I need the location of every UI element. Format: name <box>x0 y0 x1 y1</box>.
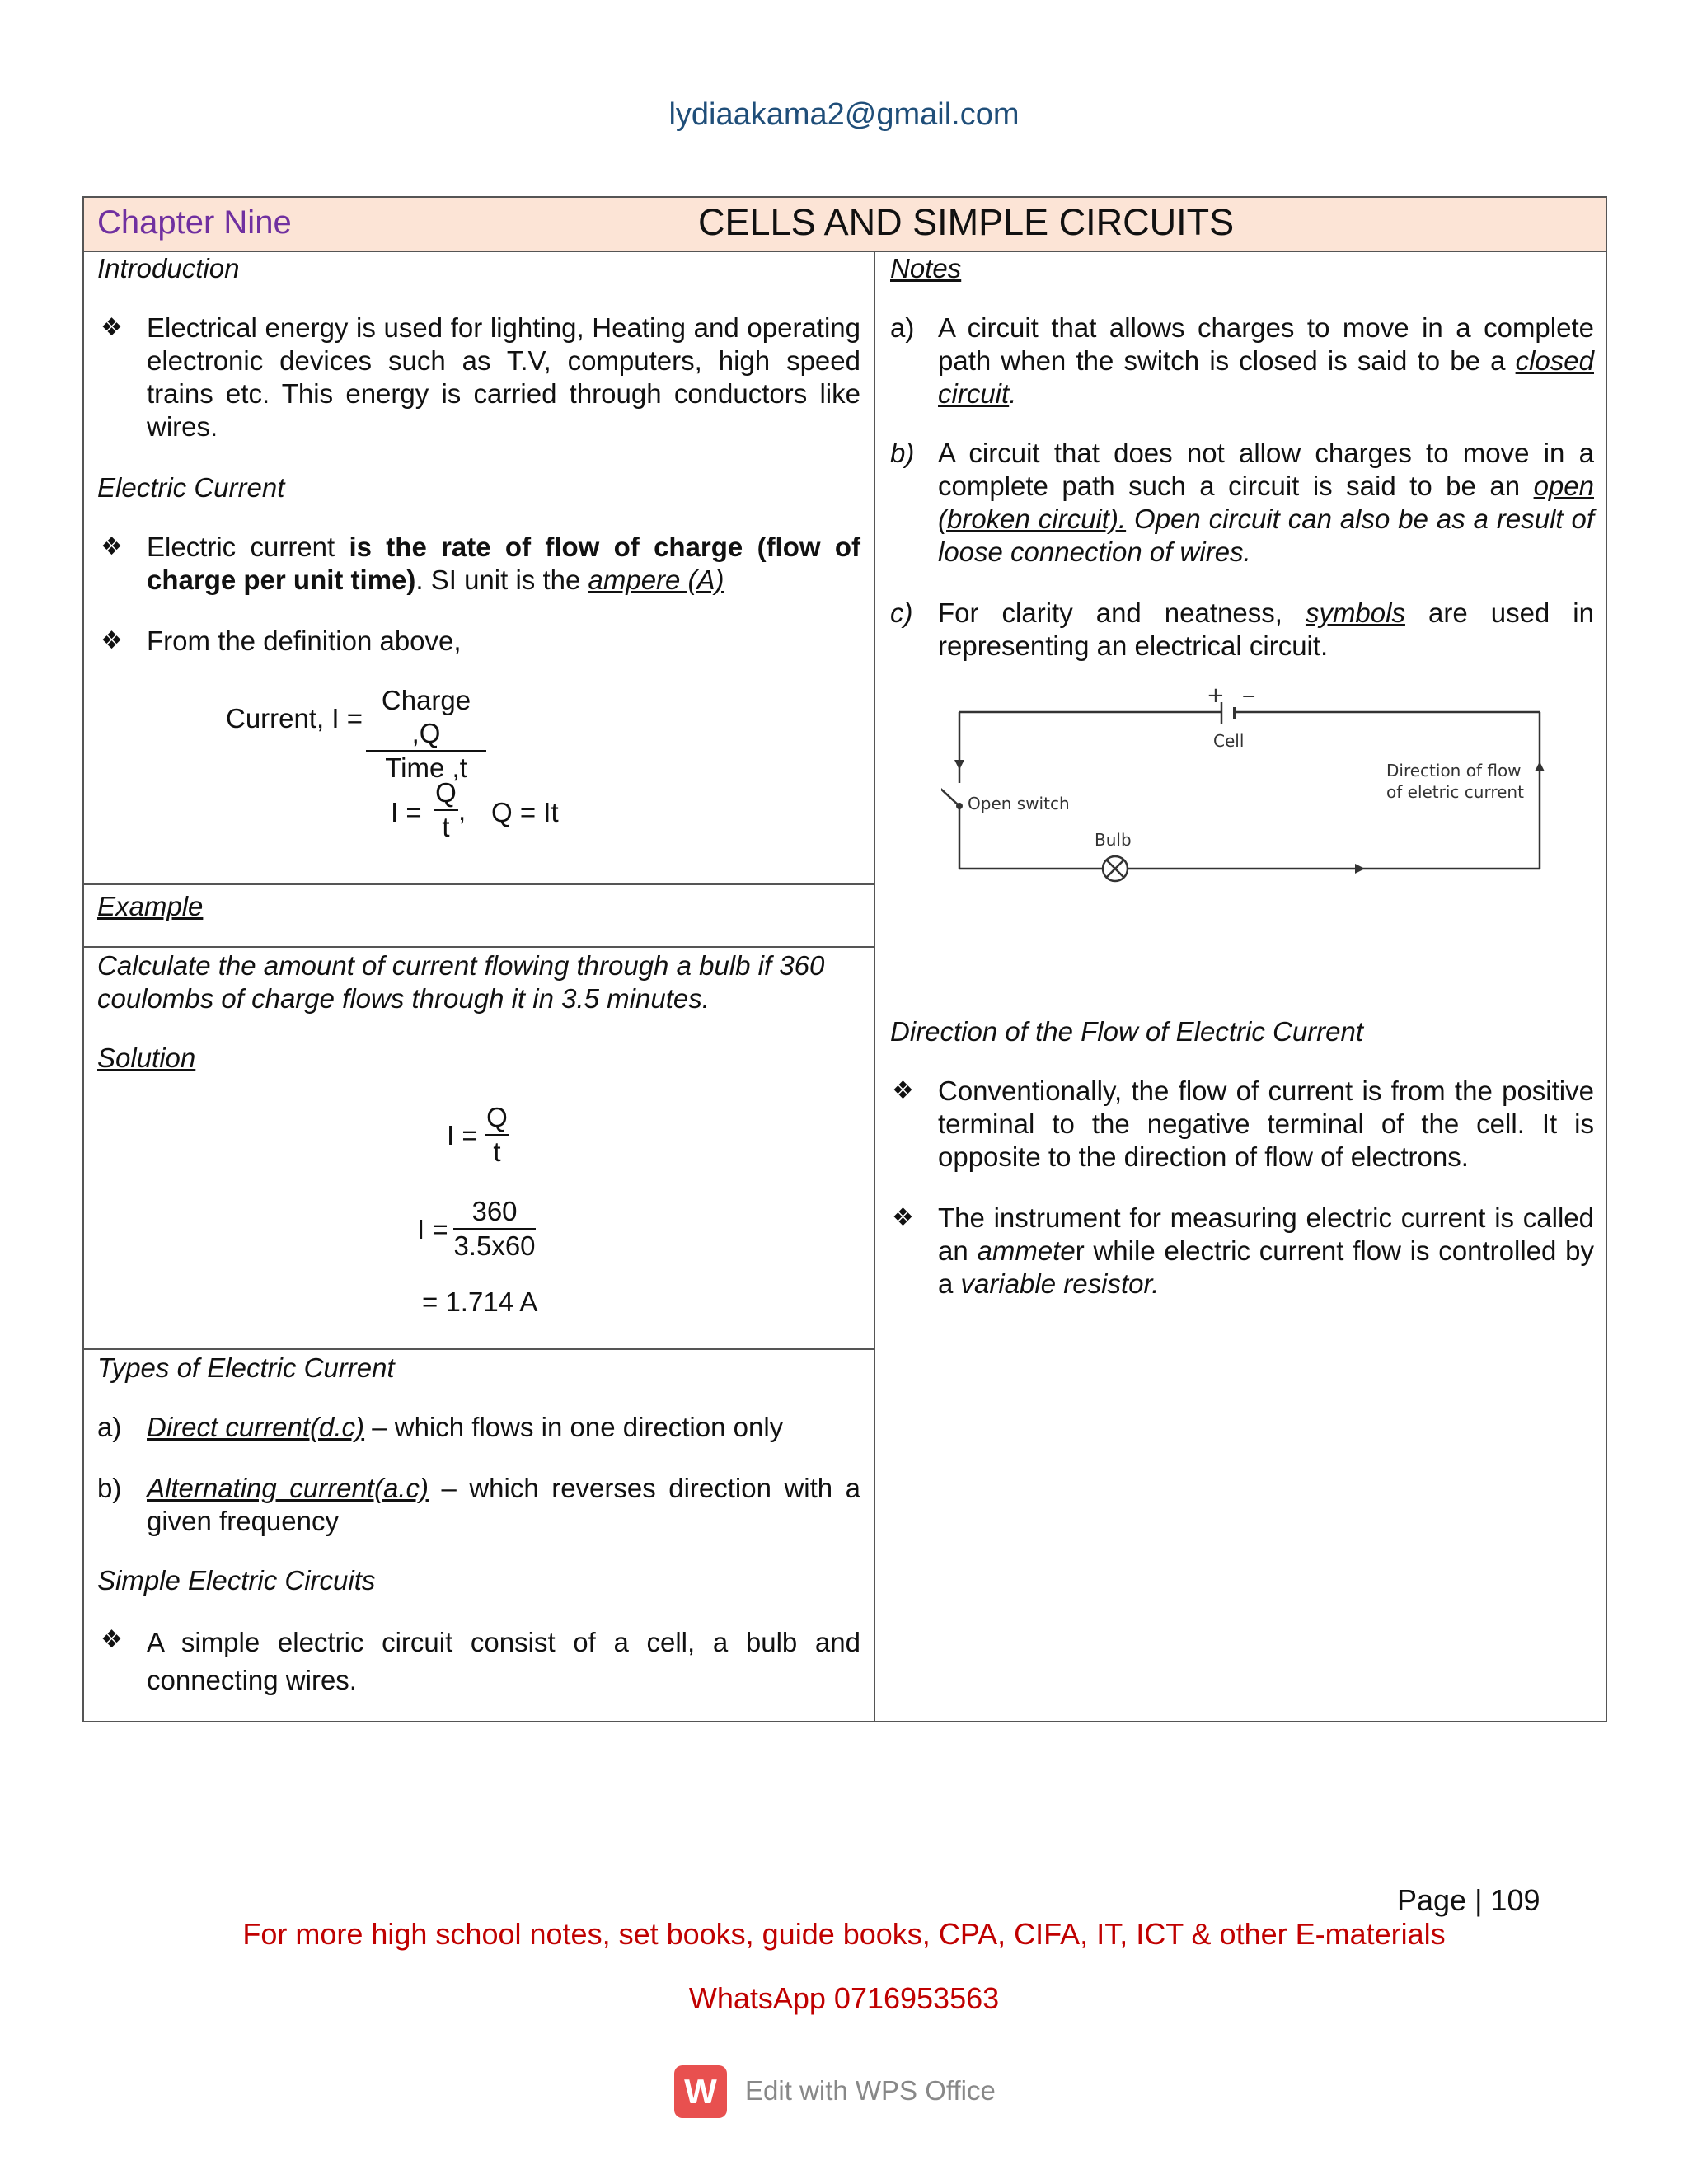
notes-heading: Notes <box>890 253 962 284</box>
promo-line-1: For more high school notes, set books, guide books, CPA, CIFA, IT, ICT & other E-materials <box>242 1917 1446 1951</box>
cell-label: Cell <box>1213 731 1245 751</box>
type-b-term: Alternating current(a.c) <box>147 1473 429 1503</box>
bullet-icon: ❖ <box>101 314 123 341</box>
bulb-label: Bulb <box>1095 830 1132 850</box>
note-c-term: symbols <box>1305 598 1405 628</box>
eq-q-it: Q = It <box>491 797 559 827</box>
conventional-text: Conventionally, the flow of current is from the positive terminal to the negative terminal of the cell. It is opposite to the direction of flow of electrons. <box>938 1076 1594 1172</box>
instrument-body: The instrument for measuring electric current is called an <box>938 1202 1594 1266</box>
switch-pivot <box>956 803 963 809</box>
row-divider <box>84 1348 875 1350</box>
type-b-text <box>147 1472 860 1538</box>
formula-fraction <box>366 684 486 785</box>
example-heading: Example <box>97 891 204 921</box>
type-a-label: a) <box>97 1412 122 1442</box>
header-email: lydiaakama2@gmail.com <box>668 97 1020 132</box>
note-b-label: b) <box>890 438 915 468</box>
note-b-body: A circuit that does not allow charges to move in a complete path such a circuit is said to be an <box>938 438 1594 501</box>
bullet-icon: ❖ <box>892 1204 914 1231</box>
current-def-c: . SI unit is the <box>415 565 588 595</box>
intro-heading: Introduction <box>97 253 240 284</box>
formula-numerator: Charge ,Q <box>381 685 471 748</box>
note-c-label: c) <box>890 598 913 628</box>
type-b-label: b) <box>97 1473 122 1503</box>
solution-fraction <box>453 1195 536 1263</box>
from-definition: From the definition above, <box>147 626 462 656</box>
row-divider <box>84 946 875 948</box>
wps-logo-icon: W <box>674 2065 727 2118</box>
solution-result: = 1.714 A <box>422 1286 538 1317</box>
eq-comma: , <box>458 795 467 826</box>
types-heading: Types of Electric Current <box>97 1352 395 1383</box>
eq-denominator: t <box>434 809 458 844</box>
promo-line-2: WhatsApp 0716953563 <box>688 1981 1000 2015</box>
note-b-term: open (broken circuit). <box>938 471 1594 534</box>
note-c-text <box>938 597 1594 663</box>
direction-label-1: Direction of flow <box>1386 761 1522 780</box>
wps-edit-label: Edit with WPS Office <box>745 2075 996 2106</box>
notes-table <box>82 196 1607 1722</box>
bullet-icon: ❖ <box>892 1077 914 1104</box>
direction-label-2: of eletric current <box>1386 782 1524 802</box>
type-b-desc: – which reverses direction with a given frequency <box>147 1473 861 1536</box>
eq-numerator: Q <box>435 777 457 808</box>
note-b-text <box>938 437 1594 569</box>
solution-fraction <box>485 1101 509 1169</box>
chapter-label: Chapter Nine <box>97 204 292 241</box>
cell-minus-label: − <box>1241 687 1257 707</box>
arrow-right-icon <box>1355 864 1365 874</box>
eq-fraction <box>434 776 458 844</box>
note-a-term: closed circuit <box>938 345 1594 409</box>
type-a-text <box>147 1411 860 1444</box>
bullet-icon: ❖ <box>101 1626 123 1653</box>
intro-text: Electrical energy is used for lighting, Heating and operating electronic devices such as T.V, computers, high speed trains etc. This energy is carried through conductors like wires. <box>147 312 860 442</box>
switch-label: Open switch <box>968 794 1070 813</box>
page-number: Page | 109 <box>1397 1883 1540 1917</box>
solution-numerator: Q <box>486 1102 508 1132</box>
arrow-down-icon <box>954 760 964 770</box>
direction-heading: Direction of the Flow of Electric Current <box>890 1016 1364 1047</box>
circuits-heading: Simple Electric Circuits <box>97 1565 376 1596</box>
formula-denominator: Time ,t <box>366 750 486 785</box>
solution-i: I = <box>417 1214 448 1244</box>
solution-numerator: 360 <box>471 1196 518 1226</box>
bullet-icon: ❖ <box>101 533 123 560</box>
arrow-up-icon <box>1535 762 1545 771</box>
formula-label: Current, I = <box>226 703 363 733</box>
column-divider <box>874 251 875 1722</box>
current-def-b: is the rate of flow of charge (flow of charge per unit time) <box>147 532 860 595</box>
note-a-body: A circuit that allows charges to move in a complete path when the switch is closed is said to be a <box>938 312 1594 376</box>
note-c-end: are used in representing an electrical circuit. <box>938 598 1594 661</box>
solution-i: I = <box>447 1120 478 1151</box>
type-a-desc: – which flows in one direction only <box>364 1412 784 1442</box>
ammeter-term: ammete <box>977 1235 1076 1266</box>
type-a-term: Direct current(d.c) <box>147 1412 365 1442</box>
solution-denominator: t <box>485 1134 509 1169</box>
current-def-a: Electric current <box>147 532 349 562</box>
row-divider <box>84 883 875 885</box>
resistor-term: variable resistor. <box>960 1268 1160 1299</box>
note-a-end: . <box>1009 378 1017 409</box>
instrument-middle: r while electric current flow is controlled by a <box>938 1235 1594 1299</box>
bullet-icon: ❖ <box>101 627 123 654</box>
circuits-text: A simple electric circuit consist of a cell, a bulb and connecting wires. <box>147 1627 860 1695</box>
circuit-diagram <box>941 684 1634 898</box>
example-text: Calculate the amount of current flowing through a bulb if 360 coulombs of charge flows through it in 3.5 minutes. <box>97 950 825 1014</box>
solution-heading: Solution <box>97 1043 196 1073</box>
note-b-extra: Open circuit can also be as a result of loose connection of wires. <box>938 504 1594 567</box>
current-unit: ampere (A) <box>588 565 724 595</box>
current-definition <box>147 531 860 597</box>
note-a-text <box>938 312 1594 410</box>
note-a-label: a) <box>890 312 915 343</box>
table-header <box>84 198 1606 252</box>
eq-i: I = <box>391 797 422 827</box>
chapter-title: CELLS AND SIMPLE CIRCUITS <box>698 201 1235 243</box>
solution-denominator: 3.5x60 <box>453 1228 536 1263</box>
switch-lever <box>941 786 959 806</box>
instrument-text <box>938 1202 1594 1301</box>
cell-plus-label: + <box>1207 684 1225 708</box>
note-c-body: For clarity and neatness, <box>938 598 1306 628</box>
current-heading: Electric Current <box>97 472 285 503</box>
